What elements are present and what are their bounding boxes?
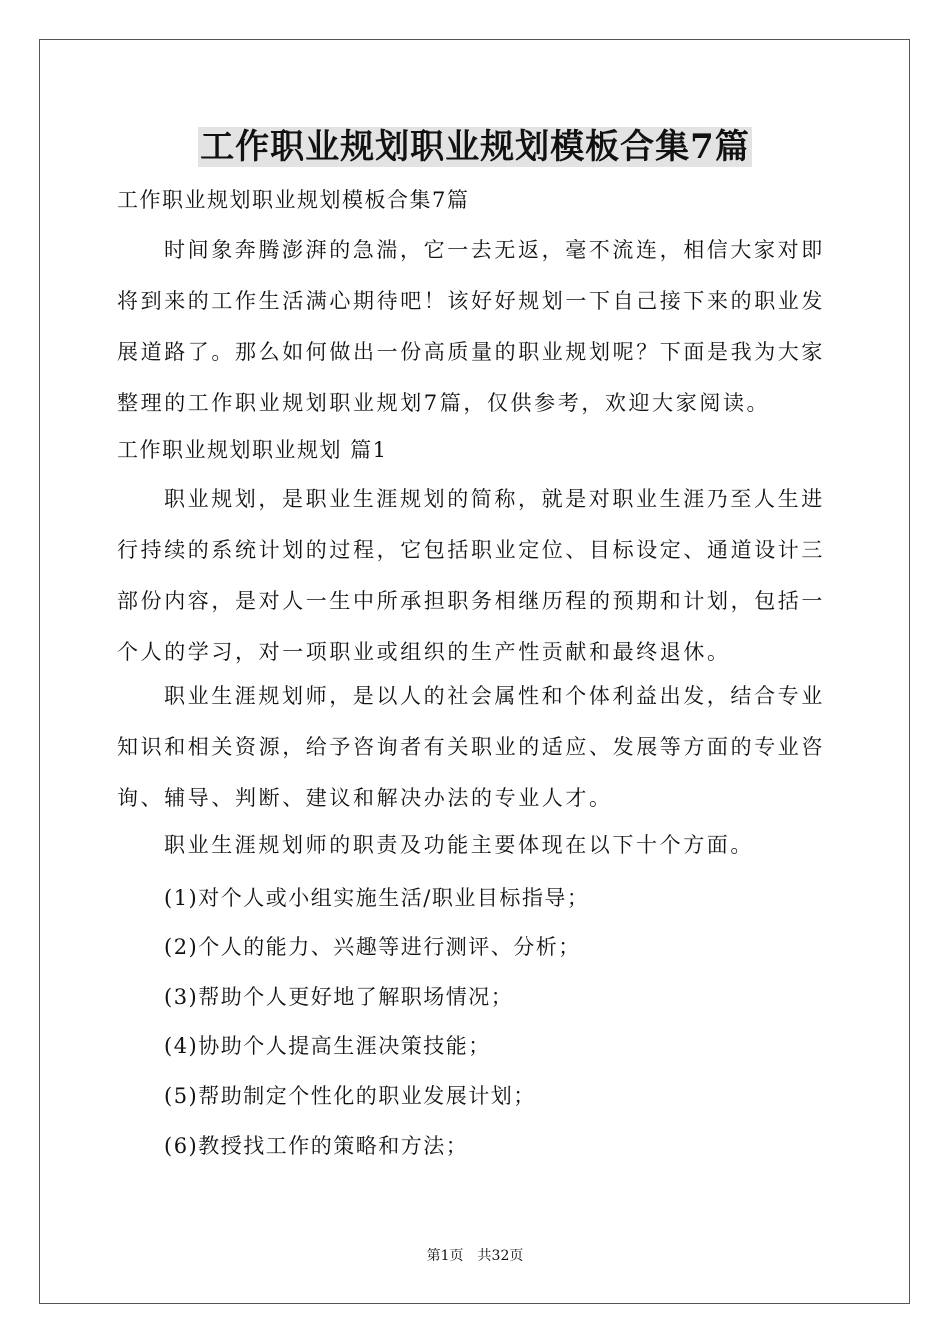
document-subtitle: 工作职业规划职业规划模板合集7篇: [117, 188, 470, 212]
list-item: (6)教授找工作的策略和方法；: [164, 1134, 469, 1158]
list-item: (4)协助个人提高生涯决策技能；: [164, 1034, 491, 1058]
list-item: (3)帮助个人更好地了解职场情况；: [164, 985, 514, 1009]
body-paragraph: 职业生涯规划师，是以人的社会属性和个体利益出发，结合专业知识和相关资源，给予咨询者有关职业的适应、发展等方面的专业咨询、辅导、判断、建议和解决办法的专业人才。: [117, 684, 825, 810]
list-item: (5)帮助制定个性化的职业发展计划；: [164, 1084, 536, 1108]
body-paragraph: 职业规划，是职业生涯规划的简称，就是对职业生涯乃至人生进行持续的系统计划的过程，它包括职业定位、目标设定、通道设计三部份内容，是对人一生中所承担职务相继历程的预期和计划，包括一个人的学习，对一项职业或组织的生产性贡献和最终退休。: [117, 487, 825, 664]
body-paragraph: 职业生涯规划师的职责及功能主要体现在以下十个方面。: [164, 833, 754, 857]
document-title: 工作职业规划职业规划模板合集7篇: [200, 127, 750, 167]
list-item: (2)个人的能力、兴趣等进行测评、分析；: [164, 935, 581, 959]
section-heading: 工作职业规划职业规划 篇1: [117, 438, 388, 462]
intro-paragraph: 时间象奔腾澎湃的急湍，它一去无返，毫不流连，相信大家对即将到来的工作生活满心期待吧！该好好规划一下自己接下来的职业发展道路了。那么如何做出一份高质量的职业规划呢？下面是我为大家整理的工作职业规划职业规划7篇，仅供参考，欢迎大家阅读。: [117, 238, 825, 415]
page-footer: 第1页 共32页: [426, 1248, 524, 1264]
list-item: (1)对个人或小组实施生活/职业目标指导；: [164, 886, 590, 910]
